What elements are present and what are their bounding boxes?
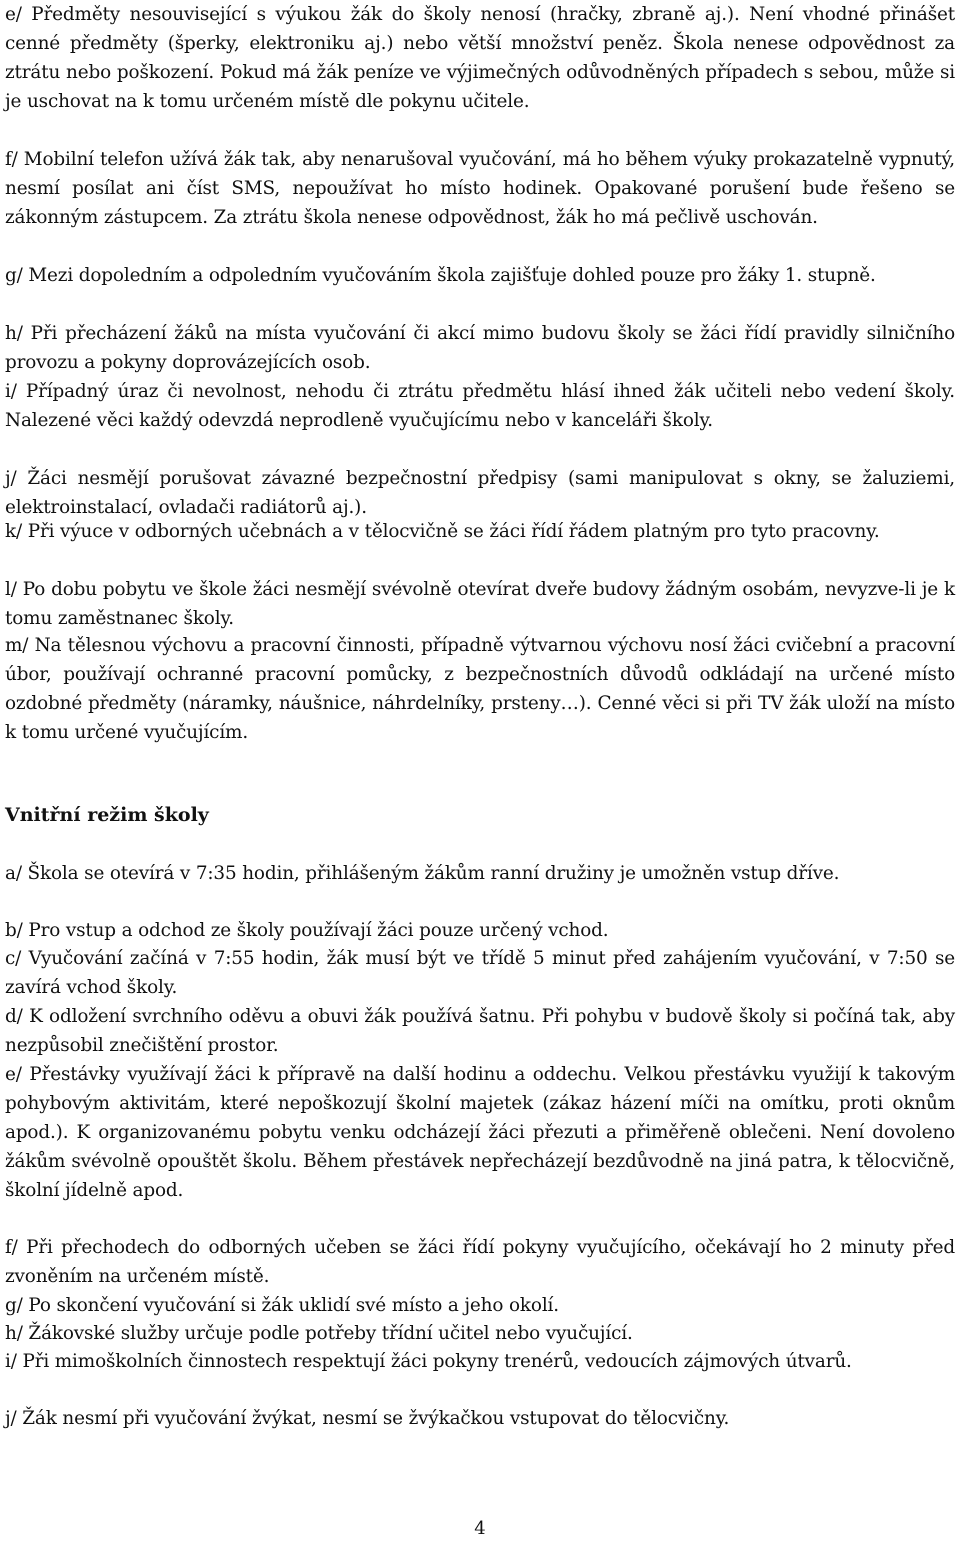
paragraph-g-supervision: g/ Mezi dopoledním a odpoledním vyučováním škola zajišťuje dohled pouze pro žáky 1. stupně.	[5, 265, 876, 286]
paragraph-e-breaks: e/ Přestávky využívají žáci k přípravě na další hodinu a oddechu. Velkou přestávku využijí k takovým pohybovým aktivitám, které nepoškozují školní majetek (zákaz házení míči na omítku, proti oknům apod.). K organizovanému pobytu venku odcházejí žáci přezuti a přiměřeně oblečeni. Není dovoleno žákům svévolně opouštět školu. Během přestávek nepřecházejí bezdůvodně na jiná patra, k tělocvičně, školní jídelně apod.	[5, 1064, 955, 1201]
paragraph-k-classrooms: k/ Při výuce v odborných učebnách a v tělocvičně se žáci řídí řádem platným pro tyto pracovny.	[5, 521, 880, 542]
paragraph-b-entrance: b/ Pro vstup a odchod ze školy používají žáci pouze určený vchod.	[5, 920, 609, 941]
paragraph-l-doors: l/ Po dobu pobytu ve škole žáci nesmějí svévolně otevírat dveře budovy žádným osobám, nevyzve-li je k tomu zaměstnanec školy.	[5, 579, 955, 629]
paragraph-c-start-of-lessons: c/ Vyučování začíná v 7:55 hodin, žák musí být ve třídě 5 minut před zahájením vyučování, v 7:50 se zavírá vchod školy.	[5, 948, 955, 998]
paragraph-i-injury: i/ Případný úraz či nevolnost, nehodu či ztrátu předmětu hlásí ihned žák učiteli nebo vedení školy. Nalezené věci každý odevzdá neprodleně vyučujícímu nebo v kanceláři školy.	[5, 381, 955, 431]
paragraph-j-safety-rules: j/ Žáci nesmějí porušovat závazné bezpečnostní předpisy (sami manipulovat s okny, se žaluziemi, elektroinstalací, ovladači radiátorů aj.).	[5, 468, 955, 518]
paragraph-e-items-not-related: e/ Předměty nesouvisející s výukou žák do školy nenosí (hračky, zbraně aj.). Není vhodné přinášet cenné předměty (šperky, elektroniku aj.) nebo větší množství peněz. Škola nenese odpovědnost za ztrátu nebo poškození. Pokud má žák peníze ve výjimečných odůvodněných případech s sebou, může si je uschovat na k tomu určeném místě dle pokynu učitele.	[5, 4, 955, 112]
paragraph-d-cloakroom: d/ K odložení svrchního oděvu a obuvi žák používá šatnu. Při pohybu v budově školy si počíná tak, aby nezpůsobil znečištění prostor.	[5, 1006, 955, 1056]
paragraph-f-mobile-phone: f/ Mobilní telefon užívá žák tak, aby nenarušoval vyučování, má ho během výuky prokazatelně vypnutý, nesmí posílat ani číst SMS, nepoužívat ho místo hodinek. Opakované porušení bude řešeno se zákonným zástupcem. Za ztrátu škola nenese odpovědnost, žák ho má pečlivě uschován.	[5, 149, 955, 228]
paragraph-g-end-of-lessons: g/ Po skončení vyučování si žák uklidí své místo a jeho okolí.	[5, 1295, 559, 1316]
paragraph-a-opening: a/ Škola se otevírá v 7:35 hodin, přihlášeným žákům ranní družiny je umožněn vstup dříve.	[5, 863, 840, 884]
page-number: 4	[474, 1518, 486, 1539]
paragraph-h-student-duties: h/ Žákovské služby určuje podle potřeby třídní učitel nebo vyučující.	[5, 1323, 633, 1344]
paragraph-m-pe-clothing: m/ Na tělesnou výchovu a pracovní činnosti, případně výtvarnou výchovu nosí žáci cvičební a pracovní úbor, používají ochranné pracovní pomůcky, z bezpečnostních důvodů odkládají na určené místo ozdobné předměty (náramky, náušnice, náhrdelníky, prsteny…). Cenné věci si při TV žák uloží na místo k tomu určené vyučujícím.	[5, 635, 955, 743]
paragraph-h-crossing: h/ Při přecházení žáků na místa vyučování či akcí mimo budovu školy se žáci řídí pravidly silničního provozu a pokyny doprovázejících osob.	[5, 323, 955, 373]
paragraph-f-transfers: f/ Při přechodech do odborných učeben se žáci řídí pokyny vyučujícího, očekávají ho 2 minuty před zvoněním na určeném místě.	[5, 1237, 955, 1287]
section-heading-internal-regime: Vnitřní režim školy	[5, 804, 209, 826]
paragraph-j-chewing-gum: j/ Žák nesmí při vyučování žvýkat, nesmí se žvýkačkou vstupovat do tělocvičny.	[5, 1408, 730, 1429]
paragraph-i-extracurricular: i/ Při mimoškolních činnostech respektují žáci pokyny trenérů, vedoucích zájmových útvarů.	[5, 1351, 852, 1372]
